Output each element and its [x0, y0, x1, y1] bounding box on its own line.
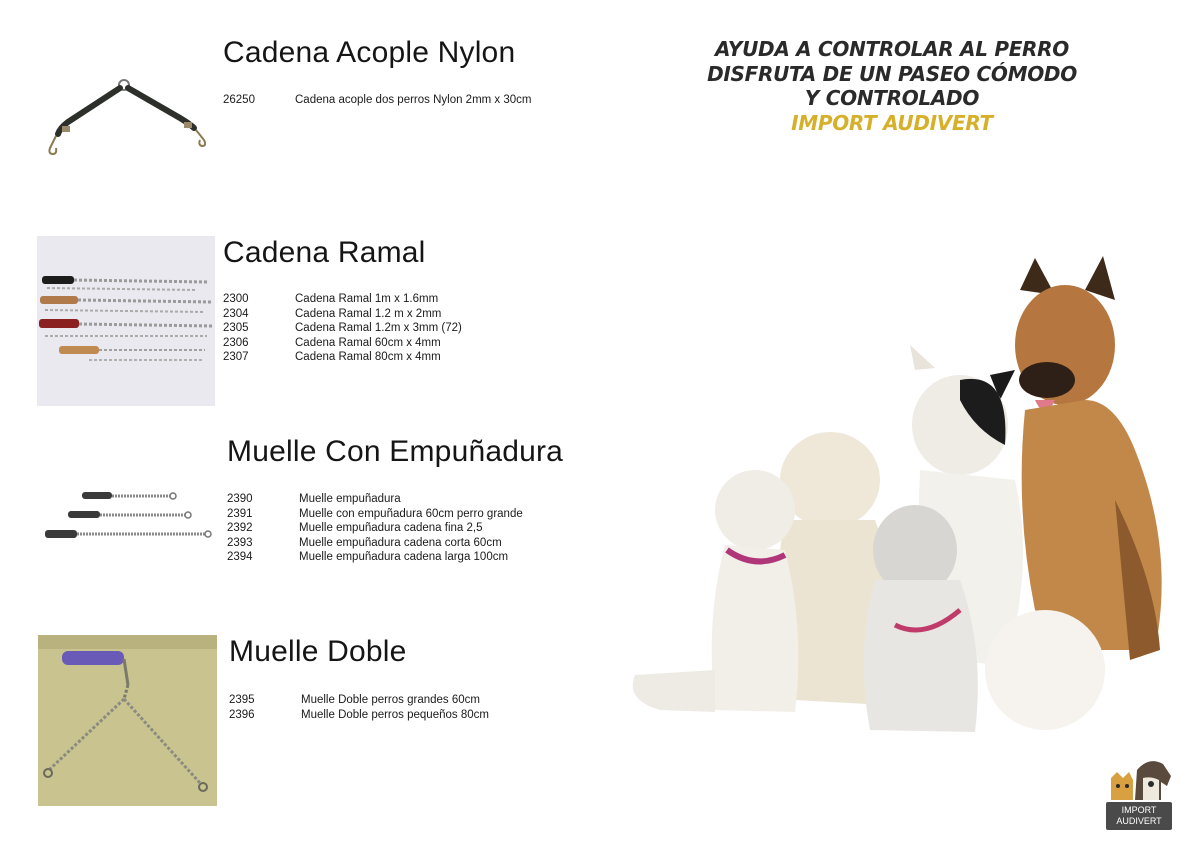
item-code: 2306 — [223, 336, 249, 349]
list-item — [227, 507, 523, 522]
cat-dog-logo-icon — [1103, 750, 1175, 804]
list-item — [223, 336, 462, 351]
nylon-coupler-leash-icon — [38, 70, 218, 190]
item-code: 2390 — [227, 493, 253, 505]
item-description: Muelle empuñadura — [299, 493, 401, 505]
section-title-muelle-doble: Muelle Doble — [229, 635, 407, 668]
chain-leashes-icon — [37, 236, 215, 406]
item-description: Muelle empuñadura cadena larga 100cm — [299, 551, 509, 563]
list-item — [223, 292, 462, 307]
product-image-cadena-ramal — [37, 236, 215, 406]
item-description: Muelle Doble perros grandes 60cm — [301, 694, 480, 706]
item-code: 2391 — [227, 507, 253, 520]
item-code: 2305 — [223, 322, 249, 334]
item-description: Cadena acople dos perros Nylon 2mm x 30cm — [295, 94, 532, 106]
item-code: 2396 — [229, 708, 255, 721]
product-image-muelle-doble — [38, 635, 217, 806]
product-image-acople-nylon — [38, 70, 218, 190]
list-item — [229, 693, 489, 708]
promo-line-1: AYUDA A CONTROLAR AL PERRO — [715, 37, 1069, 61]
product-image-muelle-empunadura — [40, 482, 215, 552]
list-item — [227, 492, 523, 507]
item-description: Muelle empuñadura cadena corta 60cm — [299, 536, 502, 549]
item-code: 2395 — [229, 694, 255, 706]
item-list-cadena-ramal — [223, 292, 462, 365]
section-title-acople-nylon: Cadena Acople Nylon — [223, 36, 516, 69]
item-list-acople-nylon — [223, 93, 532, 108]
item-code: 2392 — [227, 522, 253, 534]
item-description: Muelle con empuñadura 60cm perro grande — [299, 507, 523, 520]
dogs-group-icon — [615, 250, 1185, 750]
section-title-muelle-empunadura: Muelle Con Empuñadura — [227, 435, 564, 468]
spring-handle-leashes-icon — [40, 482, 215, 552]
brand-logo-line-2: AUDIVERT — [1116, 816, 1162, 826]
list-item — [229, 708, 489, 723]
list-item — [223, 93, 532, 108]
item-code: 2307 — [223, 351, 249, 363]
brand-logo — [1103, 750, 1175, 804]
item-description: Cadena Ramal 1.2 m x 2mm — [295, 307, 442, 320]
list-item — [223, 307, 462, 322]
list-item — [227, 521, 523, 536]
promo-line-2: DISFRUTA DE UN PASEO CÓMODO — [707, 61, 1077, 86]
item-description: Muelle Doble perros pequeños 80cm — [301, 708, 489, 721]
item-code: 26250 — [223, 94, 255, 106]
list-item — [227, 550, 523, 565]
item-code: 2393 — [227, 536, 253, 549]
item-description: Cadena Ramal 60cm x 4mm — [295, 336, 441, 349]
brand-logo-line-1: IMPORT — [1121, 805, 1157, 815]
item-description: Cadena Ramal 80cm x 4mm — [295, 351, 441, 363]
item-code: 2394 — [227, 551, 253, 563]
double-spring-leash-icon — [38, 635, 217, 806]
item-code: 2300 — [223, 293, 249, 305]
promo-headline — [652, 37, 1132, 135]
item-description: Muelle empuñadura cadena fina 2,5 — [299, 522, 483, 534]
brand-logo-text — [1106, 802, 1172, 830]
list-item — [223, 321, 462, 336]
item-list-muelle-doble — [229, 693, 489, 722]
item-description: Cadena Ramal 1m x 1.6mm — [295, 293, 439, 305]
item-code: 2304 — [223, 307, 249, 320]
dogs-photo — [615, 250, 1185, 750]
item-description: Cadena Ramal 1.2m x 3mm (72) — [295, 322, 462, 334]
item-list-muelle-empunadura — [227, 492, 523, 565]
section-title-cadena-ramal: Cadena Ramal — [223, 236, 426, 269]
list-item — [227, 536, 523, 551]
list-item — [223, 350, 462, 365]
promo-line-3: Y CONTROLADO — [804, 86, 980, 110]
promo-brand: IMPORT AUDIVERT — [791, 110, 993, 135]
